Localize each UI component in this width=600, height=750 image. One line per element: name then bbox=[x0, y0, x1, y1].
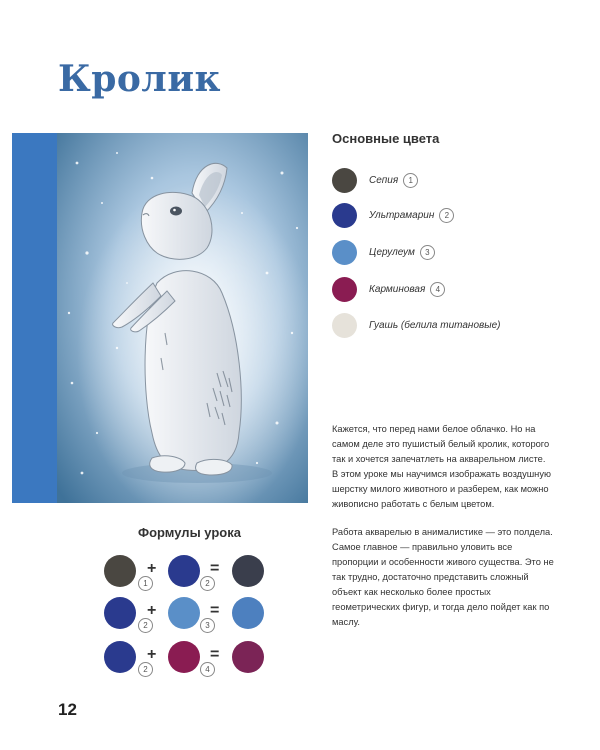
number-badge: 4 bbox=[430, 282, 445, 297]
palette-heading: Основные цвета bbox=[332, 131, 440, 146]
color-swatch bbox=[332, 277, 357, 302]
equals-sign: = bbox=[210, 602, 220, 619]
swatch-row-ultramarine bbox=[332, 201, 454, 229]
number-badge: 1 bbox=[403, 173, 418, 188]
page-number: 12 bbox=[58, 700, 77, 719]
swatch-label: Ультрамарин bbox=[369, 209, 435, 221]
formula-result bbox=[232, 555, 264, 587]
equals-sign: = bbox=[210, 560, 220, 577]
formula-color-b bbox=[168, 641, 200, 673]
color-swatch bbox=[332, 240, 357, 265]
number-badge: 1 bbox=[138, 576, 153, 591]
number-badge: 3 bbox=[420, 245, 435, 260]
number-badge: 2 bbox=[138, 662, 153, 677]
formula-result bbox=[232, 597, 264, 629]
formula-row bbox=[104, 641, 274, 677]
color-swatch bbox=[332, 313, 357, 338]
number-badge: 3 bbox=[200, 618, 215, 633]
page-title: Кролик bbox=[58, 58, 222, 100]
blue-side-bar bbox=[12, 133, 57, 503]
formula-row bbox=[104, 597, 274, 633]
method-paragraph: Работа акварелью в анималистике — это полдела. Самое главное — правильно уловить все пропорции и особенности живого существа. Это не так трудно, достаточно представить сложный объект как несколько более простых геометрических фигур, и тогда дело пойдет как по маслу. bbox=[332, 527, 554, 627]
formula-color-a bbox=[104, 555, 136, 587]
rabbit-illustration bbox=[57, 133, 308, 503]
plus-sign: + bbox=[147, 646, 157, 663]
equals-sign: = bbox=[210, 646, 220, 663]
number-badge: 2 bbox=[138, 618, 153, 633]
number-badge: 2 bbox=[439, 208, 454, 223]
formula-result bbox=[232, 641, 264, 673]
plus-sign: + bbox=[147, 602, 157, 619]
color-swatch bbox=[332, 168, 357, 193]
swatch-label: Сепия bbox=[369, 174, 399, 186]
intro-paragraph: Кажется, что перед нами белое облачко. Но на самом деле это пушистый белый кролик, которого так и хочется запечатлеть на акварельном листе. В этом уроке мы научимся изображать воздушную шерстку милого животного и разберем, как можно живописно работать с белым цветом. bbox=[332, 424, 551, 509]
formula-color-b bbox=[168, 555, 200, 587]
number-badge: 2 bbox=[200, 576, 215, 591]
swatch-label: Церулеум bbox=[369, 246, 415, 258]
formulas-heading: Формулы урока bbox=[138, 525, 241, 540]
swatch-row-white-gouache bbox=[332, 311, 500, 339]
color-swatch bbox=[332, 203, 357, 228]
swatch-label: Карминовая bbox=[369, 283, 426, 295]
swatch-row-carmine bbox=[332, 275, 445, 303]
swatch-row-sepia bbox=[332, 166, 418, 194]
formula-row bbox=[104, 555, 274, 591]
formula-color-a bbox=[104, 597, 136, 629]
plus-sign: + bbox=[147, 560, 157, 577]
formula-color-b bbox=[168, 597, 200, 629]
swatch-row-cerulean bbox=[332, 238, 435, 266]
formula-color-a bbox=[104, 641, 136, 673]
number-badge: 4 bbox=[200, 662, 215, 677]
swatch-label: Гуашь (белила титановые) bbox=[369, 319, 501, 331]
